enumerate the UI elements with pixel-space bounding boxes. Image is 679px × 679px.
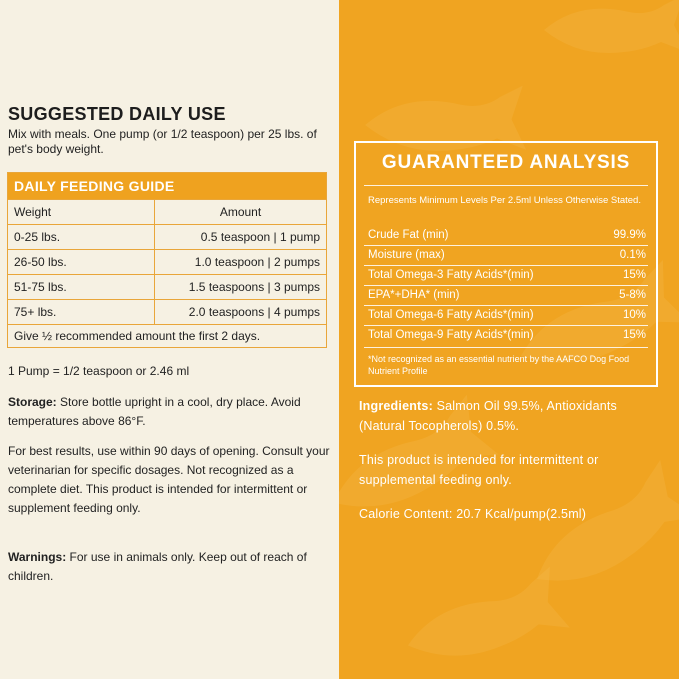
analysis-value: 5-8% [619, 289, 646, 301]
feeding-guide-table [7, 172, 327, 348]
column-header-weight: Weight [8, 200, 155, 225]
analysis-name: Total Omega-6 Fatty Acids*(min) [368, 309, 534, 321]
analysis-name: Total Omega-9 Fatty Acids*(min) [368, 329, 534, 341]
analysis-row [364, 225, 652, 245]
analysis-row [364, 305, 652, 325]
amount-cell: 1.5 teaspoons | 3 pumps [155, 275, 327, 300]
page-title: SUGGESTED DAILY USE [8, 104, 226, 124]
analysis-name: Moisture (max) [368, 249, 445, 261]
analysis-value: 15% [622, 329, 646, 341]
feeding-guide-header: DAILY FEEDING GUIDE [8, 173, 327, 200]
divider [364, 347, 648, 348]
table-row [8, 225, 327, 250]
amount-cell: 0.5 teaspoon | 1 pump [155, 225, 327, 250]
warnings-body: For use in animals only. Keep out of reach of children. [8, 550, 307, 583]
table-row [8, 250, 327, 275]
calorie-content-text: Calorie Content: 20.7 Kcal/pump(2.5ml) [359, 507, 587, 521]
weight-cell: 0-25 lbs. [8, 225, 155, 250]
ingredients-label: Ingredients: [359, 399, 433, 413]
analysis-row [364, 325, 652, 345]
analysis-row [364, 285, 652, 305]
weight-cell: 26-50 lbs. [8, 250, 155, 275]
ingredients-body: Salmon Oil 99.5%, Antioxidants (Natural Tocopherols) 0.5%. [359, 399, 618, 433]
weight-cell: 75+ lbs. [8, 300, 155, 325]
guaranteed-analysis-box [354, 141, 658, 387]
fish-icon [539, 0, 679, 70]
storage-label: Storage: [8, 395, 57, 409]
analysis-name: Crude Fat (min) [368, 229, 449, 241]
analysis-name: Total Omega-3 Fatty Acids*(min) [368, 269, 534, 281]
analysis-value: 0.1% [619, 249, 646, 261]
table-row [8, 200, 327, 225]
analysis-value: 10% [622, 309, 646, 321]
analysis-name: EPA*+DHA* (min) [368, 289, 460, 301]
best-results-text: For best results, use within 90 days of opening. Consult your veterinarian for specific dosages. Not recognized as a complete diet. This product is intended for intermittent or supplement feeding only. [8, 444, 330, 515]
storage-body: Store bottle upright in a cool, dry place. Avoid temperatures above 86°F. [8, 395, 301, 428]
amount-cell: 1.0 teaspoon | 2 pumps [155, 250, 327, 275]
analysis-row [364, 245, 652, 265]
analysis-value: 15% [622, 269, 646, 281]
warnings-text [8, 548, 330, 586]
storage-text [8, 393, 330, 431]
table-row [8, 300, 327, 325]
intro-text: Mix with meals. One pump (or 1/2 teaspoon) per 25 lbs. of pet's body weight. [8, 127, 317, 156]
analysis-value: 99.9% [613, 229, 646, 241]
divider [364, 185, 648, 186]
amount-cell: 2.0 teaspoons | 4 pumps [155, 300, 327, 325]
pump-note: 1 Pump = 1/2 teaspoon or 2.46 ml [8, 364, 190, 378]
warnings-label: Warnings: [8, 550, 67, 564]
column-header-amount: Amount [155, 200, 327, 225]
table-row [8, 275, 327, 300]
analysis-row [364, 265, 652, 285]
table-header-row [8, 173, 327, 200]
weight-cell: 51-75 lbs. [8, 275, 155, 300]
intermittent-feeding-text: This product is intended for intermittent or supplemental feeding only. [359, 453, 599, 487]
analysis-footnote: *Not recognized as an essential nutrient by the AAFCO Dog Food Nutrient Profile [368, 354, 630, 376]
analysis-subtitle: Represents Minimum Levels Per 2.5ml Unless Otherwise Stated. [368, 195, 641, 206]
ingredients-text [359, 396, 664, 436]
first-days-note: Give ½ recommended amount the first 2 days. [8, 325, 327, 348]
left-panel [0, 0, 339, 679]
table-row [8, 325, 327, 348]
guaranteed-analysis-title: GUARANTEED ANALYSIS [381, 152, 631, 173]
fish-icon [390, 560, 578, 679]
